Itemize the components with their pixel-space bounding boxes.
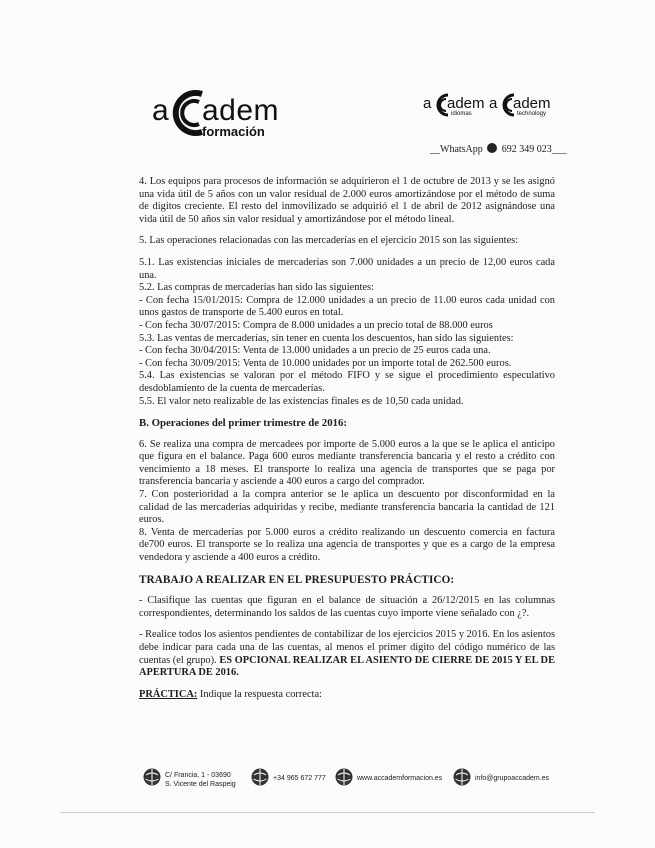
practica-text: Indique la respuesta correcta: (197, 688, 322, 700)
footer-email (453, 768, 565, 792)
accadem-formacion-logo (152, 88, 312, 144)
task-2 (139, 629, 555, 679)
globe-icon (143, 768, 161, 786)
task-2-bold-note: ES OPCIONAL REALIZAR EL ASIENTO DE CIERRE DE 2015 Y EL DE APERTURA DE 2016. (139, 654, 555, 679)
logo-arcs-icon (166, 88, 206, 138)
whatsapp-number: 692 349 023___ (501, 144, 567, 155)
trabajo-heading: TRABAJO A REALIZAR EN EL PRESUPUESTO PRÁCTICO: (139, 573, 455, 586)
logo-letter-a: a (152, 94, 169, 127)
logo-subtitle: technology (517, 111, 547, 117)
logo-subtitle: idiomas (451, 111, 472, 117)
globe-icon (251, 768, 269, 786)
address-line-1: C/ Francia, 1 - 03690 (165, 772, 231, 779)
task-1: - Clasifique las cuentas que figuran en el balance de situación a 26/12/2015 en las columnas correspondientes, determinando los saldos de las cuentas cuyo importe viene señalado con ¿?. (139, 595, 555, 619)
logo-word: adem (513, 95, 551, 112)
practica-line (139, 689, 555, 702)
paragraph-4: 4. Los equipos para procesos de información se adquirieron el 1 de octubre de 2013 y se les asignó una vida útil de 5 años con un valor residual de 2.000 euros amortizándose por el método de suma de dígitos creciente. El resto del inmovilizado se adquirió el 1 de abril de 2012 asignándose una vida útil de 50 años sin valor residual y amortizándose por el método lineal. (139, 176, 555, 225)
paragraph-5-3-b: - Con fecha 30/09/2015: Venta de 10.000 unidades por un importe total de 262.500 euros. (139, 357, 512, 369)
globe-icon (453, 768, 471, 786)
task-2-text: - Realice todos los asientos pendientes de contabilizar de los ejercicios 2015 y 2016. En los asientos debe indicar para cada una de las cuentas, al menos el primer dígito del código numérico de las cuentas (el grupo). (139, 629, 555, 666)
paragraph-7: 7. Con posterioridad a la compra anterior se le aplica un descuento por disconformidad en la calidad de las mercaderías adquiridas y recibe, mediante transferencia bancaria la cantidad de 121 euros. (139, 489, 555, 526)
footer-address (143, 768, 253, 792)
globe-icon (335, 768, 353, 786)
logo-letter-a: a (489, 95, 498, 112)
section-b-heading: B. Operaciones del primer trimestre de 2016: (139, 417, 347, 430)
footer-email-text[interactable]: info@grupoaccadem.es (475, 775, 550, 782)
footer-address-text (165, 771, 236, 789)
whatsapp-label: __WhatsApp (430, 144, 483, 155)
accadem-idiomas-logo (423, 92, 483, 120)
accadem-technology-logo (489, 92, 555, 120)
logo-letter-a: a (423, 95, 432, 112)
document-body (139, 176, 555, 701)
paragraph-5-2-b: - Con fecha 30/07/2015: Compra de 8.000 unidades a un precio total de 88.000 euros (139, 319, 493, 331)
whatsapp-icon (487, 143, 497, 153)
whatsapp-contact (430, 143, 567, 155)
logo-word: adem (447, 95, 485, 112)
paragraph-8: 8. Venta de mercaderías por 5.000 euros a crédito realizando un descuento comercia en factura de700 euros. El transporte se lo realiza una agencia de transportes y que es a cargo de la empresa vendedora y asciende a 400 euros a crédito. (139, 526, 555, 564)
address-line-2: S. Vicente del Raspeig (165, 781, 236, 788)
paragraph-6: 6. Se realiza una compra de mercadees por importe de 5.000 euros a la que se le aplica el anticipo que figura en el balance. Paga 600 euros mediante transferencia bancaria y el resto a crédito con vencimiento a 18 meses. El transporte lo realiza una agencia de transportes que se paga por transferencia bancaria y asciende a 400 euros a cargo del comprador. (139, 438, 555, 488)
footer-divider (60, 812, 595, 813)
logo-subtitle: formación (202, 124, 265, 139)
paragraph-5: 5. Las operaciones relacionadas con las mercaderías en el ejercicio 2015 son las siguientes: (139, 235, 519, 247)
footer-phone-text: +34 965 672 777 (273, 775, 326, 782)
footer-web-text[interactable]: www.accademformacion.es (357, 775, 443, 782)
paragraph-5-5: 5.5. El valor neto realizable de las existencias finales es de 10,50 cada unidad. (139, 395, 464, 407)
practica-title: PRÁCTICA: (139, 688, 198, 700)
page-footer (143, 766, 563, 796)
paragraph-5-3-a: - Con fecha 30/04/2015: Venta de 13.000 unidades a un precio de 25 euros cada una. (139, 345, 491, 357)
paragraph-5-1: 5.1. Las existencias iniciales de mercaderías son 7.000 unidades a un precio de 12,00 euros cada una. (139, 256, 555, 281)
paragraph-5-4: 5.4. Las existencias se valoran por el método FIFO y se sigue el procedimiento especulativo desdoblamiento de la cuenta de mercaderías. (139, 370, 555, 394)
paragraph-5-2: 5.2. Las compras de mercaderías han sido las siguientes: (139, 282, 374, 294)
paragraph-5-3: 5.3. Las ventas de mercaderías, sin tener en cuenta los descuentos, han sido las siguientes: (139, 332, 514, 344)
footer-web (335, 768, 455, 792)
paragraph-5-2-a: - Con fecha 15/01/2015: Compra de 12.000 unidades a un precio de 11.00 euros cada unidad con unos gastos de transporte de 5.400 euros en total. (139, 294, 555, 319)
footer-phone (251, 768, 336, 792)
logo-word: adem (202, 94, 280, 127)
